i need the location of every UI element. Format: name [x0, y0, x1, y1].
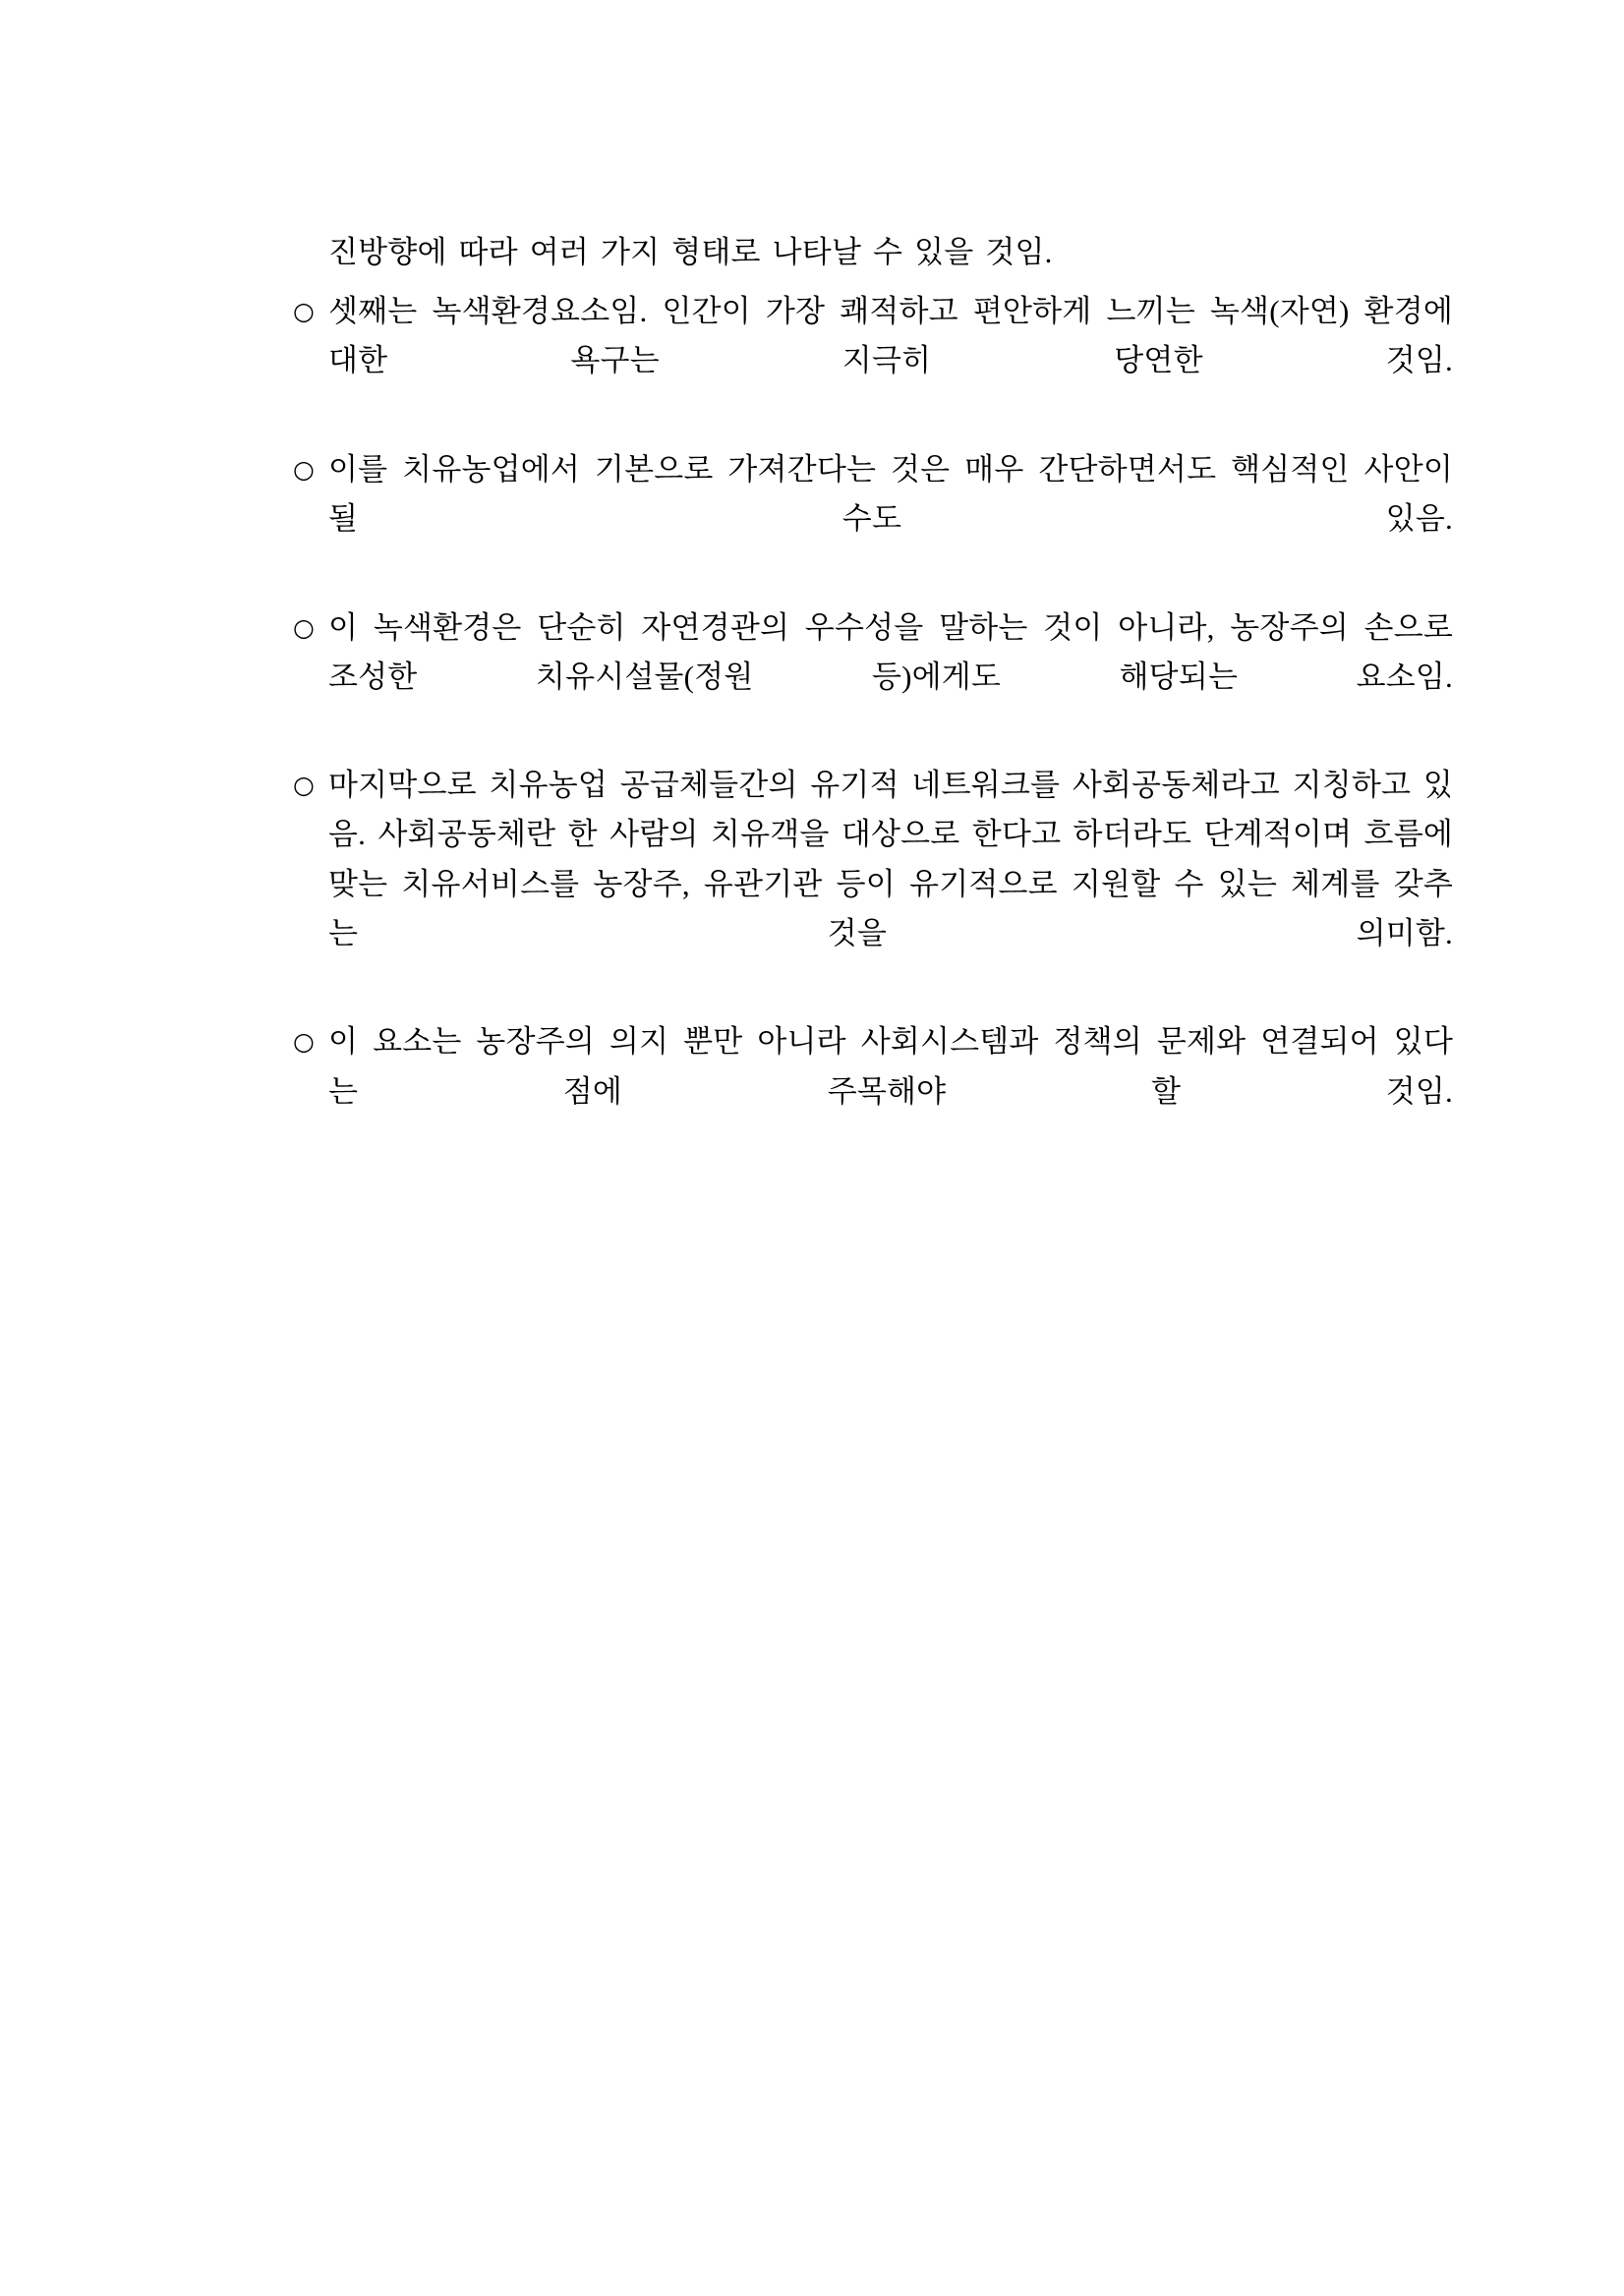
- list-item: [293, 761, 1453, 1007]
- list-item: [293, 603, 1453, 752]
- circle-bullet-icon: ○: [293, 297, 316, 326]
- bullet-list: [293, 287, 1453, 1166]
- list-item-text: 이 요소는 농장주의 의지 뿐만 아니라 사회시스템과 정책의 문제와 연결되어 있다는 점에 주목해야 할 것임.: [328, 1024, 1453, 1109]
- lead-paragraph: 진방향에 따라 여러 가지 형태로 나타날 수 있을 것임.: [328, 235, 1053, 269]
- circle-bullet-icon: ○: [293, 1027, 316, 1057]
- list-item: [293, 445, 1453, 594]
- list-item-text: 이 녹색환경은 단순히 자연경관의 우수성을 말하는 것이 아니라, 농장주의 손으로 조성한 치유시설물(정원 등)에게도 해당되는 요소임.: [328, 609, 1453, 694]
- list-item: [293, 287, 1453, 435]
- list-item: [293, 1017, 1453, 1166]
- list-item-text: 이를 치유농업에서 기본으로 가져간다는 것은 매우 간단하면서도 핵심적인 사안이 될 수도 있음.: [328, 451, 1453, 537]
- list-item-text: 셋째는 녹색환경요소임. 인간이 가장 쾌적하고 편안하게 느끼는 녹색(자연) 환경에 대한 욕구는 지극히 당연한 것임.: [328, 294, 1453, 378]
- document-content: [293, 228, 1453, 1166]
- circle-bullet-icon: ○: [293, 771, 316, 800]
- list-item-text: 마지막으로 치유농업 공급체들간의 유기적 네트워크를 사회공동체라고 지칭하고 있음. 사회공동체란 한 사람의 치유객을 대상으로 한다고 하더라도 단계적이며 흐름에 맞는 치유서비스를 농장주, 유관기관 등이 유기적으로 지원할 수 있는 체계를 갖추는 것을 의미함.: [328, 768, 1453, 950]
- circle-bullet-icon: ○: [293, 454, 316, 484]
- circle-bullet-icon: ○: [293, 612, 316, 642]
